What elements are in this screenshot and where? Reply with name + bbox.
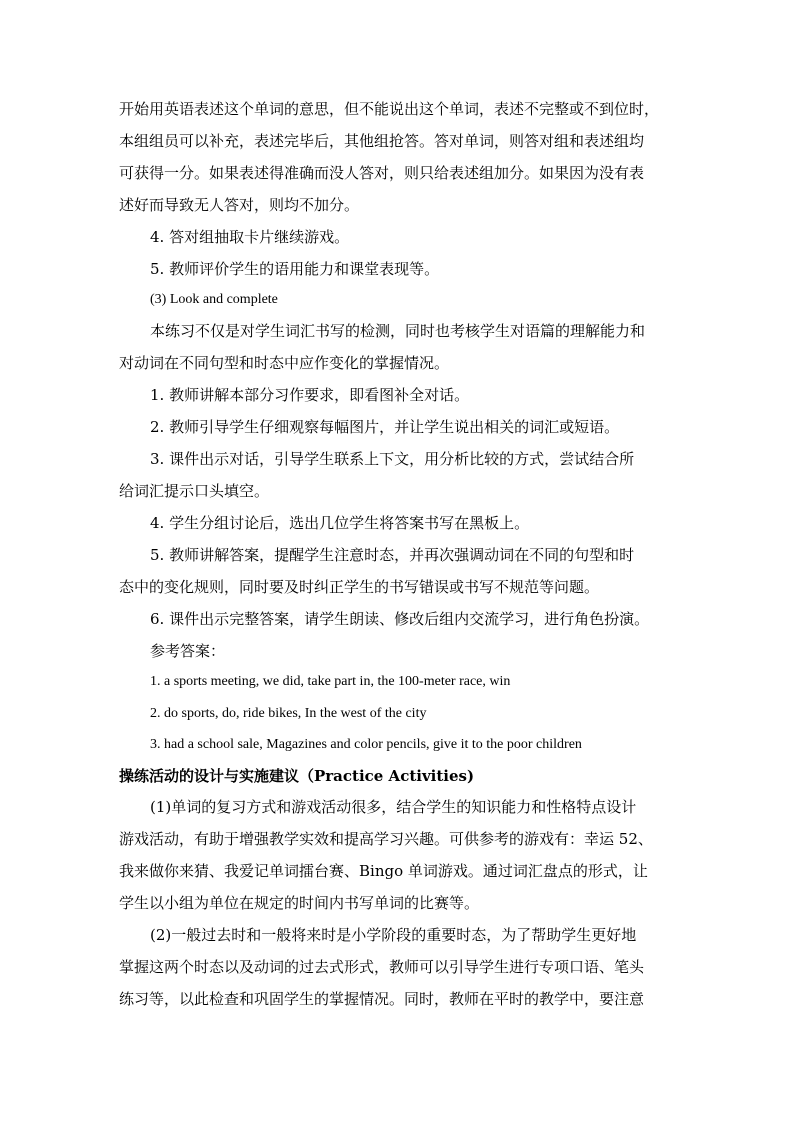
answer-line: 1. a sports meeting, we did, take part in, the 100-meter race, win (150, 674, 511, 689)
list-item: 2. 教师引导学生仔细观察每幅图片，并让学生说出相关的词汇或短语。 (150, 418, 620, 436)
list-item-continuation: 态中的变化规则，同时要及时纠正学生的书写错误或书写不规范等问题。 (119, 578, 600, 596)
paragraph-line: 述好而导致无人答对，则均不加分。 (119, 196, 360, 214)
paragraph-line: 学生以小组为单位在规定的时间内书写单词的比赛等。 (119, 894, 480, 912)
paragraph-line: (1)单词的复习方式和游戏活动很多，结合学生的知识能力和性格特点设计 (150, 798, 637, 816)
answer-line: 2. do sports, do, ride bikes, In the west of the city (150, 706, 427, 721)
paragraph-line: 对动词在不同句型和时态中应作变化的掌握情况。 (119, 354, 450, 372)
paragraph-line: (2)一般过去时和一般将来时是小学阶段的重要时态，为了帮助学生更好地 (150, 926, 637, 944)
list-item: 4. 答对组抽取卡片继续游戏。 (150, 228, 350, 246)
paragraph-line: 本练习不仅是对学生词汇书写的检测，同时也考核学生对语篇的理解能力和 (150, 322, 646, 340)
paragraph-line: 本组组员可以补充，表述完毕后，其他组抢答。答对单词，则答对组和表述组均 (119, 132, 645, 150)
list-item: 3. 课件出示对话，引导学生联系上下文，用分析比较的方式，尝试结合所 (150, 450, 635, 468)
section-title: (3) Look and complete (150, 292, 278, 307)
list-item: 1. 教师讲解本部分习作要求，即看图补全对话。 (150, 386, 470, 404)
paragraph-line: 掌握这两个时态以及动词的过去式形式，教师可以引导学生进行专项口语、笔头 (119, 958, 645, 976)
list-item: 6. 课件出示完整答案，请学生朗读、修改后组内交流学习，进行角色扮演。 (150, 610, 650, 628)
list-item-continuation: 给词汇提示口头填空。 (119, 482, 270, 500)
list-item: 5. 教师讲解答案，提醒学生注意时态，并再次强调动词在不同的句型和时 (150, 546, 635, 564)
list-item: 5. 教师评价学生的语用能力和课堂表现等。 (150, 260, 440, 278)
paragraph-line: 游戏活动，有助于增强教学实效和提高学习兴趣。可供参考的游戏有：幸运 52、 (119, 830, 653, 848)
answer-line: 3. had a school sale, Magazines and color pencils, give it to the poor children (150, 737, 582, 752)
list-item: 4. 学生分组讨论后，选出几位学生将答案书写在黑板上。 (150, 514, 530, 532)
paragraph-line: 练习等，以此检查和巩固学生的掌握情况。同时，教师在平时的教学中，要注意 (119, 990, 645, 1008)
answers-label: 参考答案： (150, 642, 226, 660)
section-heading: 操练活动的设计与实施建议（Practice Activities) (119, 767, 475, 785)
paragraph-line: 我来做你来猜、我爱记单词擂台赛、Bingo 单词游戏。通过词汇盘点的形式，让 (119, 862, 648, 880)
paragraph-line: 开始用英语表述这个单词的意思，但不能说出这个单词，表述不完整或不到位时， (119, 100, 660, 118)
paragraph-line: 可获得一分。如果表述得准确而没人答对，则只给表述组加分。如果因为没有表 (119, 164, 645, 182)
